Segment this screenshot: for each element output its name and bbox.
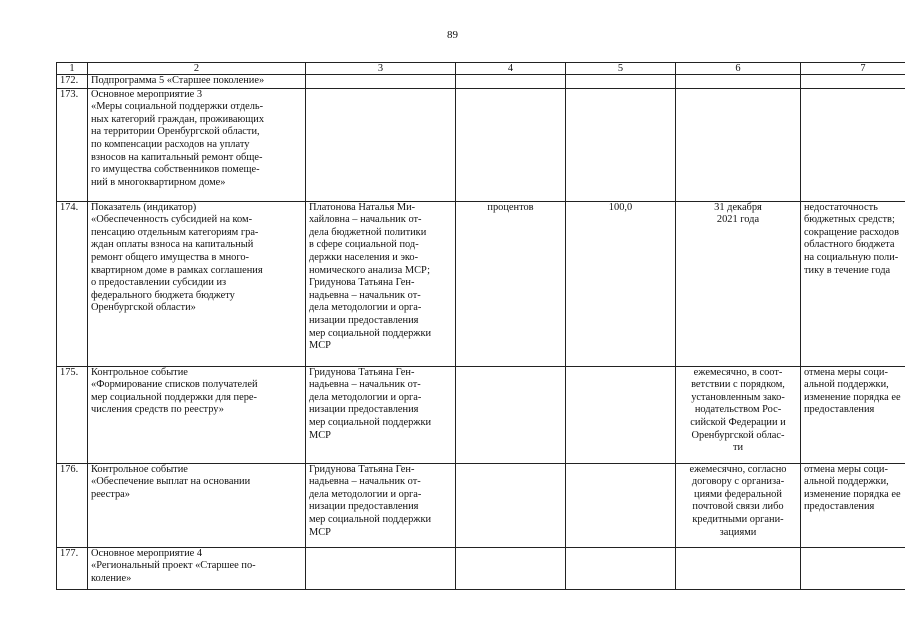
activity-cell-line: пенсацию отдельным категориям гра- (91, 226, 259, 238)
activity-cell-line: Оренбургской области» (91, 302, 196, 314)
responsible-cell-line: надьевна – начальник от- (309, 289, 421, 301)
risk-cell-line: сокращение расходов (804, 226, 899, 238)
activity-cell-line: «Формирование списков получателей (91, 379, 258, 391)
table-row (57, 463, 905, 547)
responsible-cell-line: надьевна – начальник от- (309, 476, 421, 488)
page-number: 89 (447, 29, 458, 41)
activity-cell-line: числения средств по реестру» (91, 404, 224, 416)
deadline-cell (676, 463, 801, 547)
responsible-cell-line: низации предоставления (309, 404, 419, 416)
activity-cell (88, 88, 306, 201)
activity-cell-line: Контрольное событие (91, 463, 188, 475)
activity-cell-line: Основное мероприятие 3 (91, 88, 203, 100)
unit-cell (456, 88, 566, 201)
activity-cell-line: «Обеспеченность субсидией на ком- (91, 214, 253, 226)
header-cell: 4 (456, 63, 566, 75)
risk-cell-line: отмена меры соци- (804, 366, 888, 378)
risk-cell-line: бюджетных средств; (804, 214, 895, 226)
activity-cell-line: коление» (91, 572, 132, 584)
activity-cell-line: взносов на капитальный ремонт обще- (91, 151, 263, 163)
activity-cell-line: ний в многоквартирном доме» (91, 176, 226, 188)
responsible-cell-line: мер социальной поддержки (309, 327, 432, 339)
responsible-cell-line: МСР (309, 429, 331, 441)
activity-cell-line: «Региональный проект «Старшее по- (91, 560, 256, 572)
value-cell: 100,0 (566, 201, 676, 366)
deadline-cell-line: ти (732, 442, 744, 454)
activity-cell-line: Показатель (индикатор) (91, 201, 197, 213)
risk-cell-line: изменение порядка ее (804, 391, 901, 403)
responsible-cell-line: хайловна – начальник от- (309, 214, 422, 226)
deadline-cell-line: ежемесячно, согласно (689, 463, 787, 475)
activity-cell-line: ждан оплаты взноса на капитальный (91, 239, 254, 251)
activity-cell-line: на территории Оренбургской области, (91, 126, 260, 138)
deadline-cell (676, 75, 801, 89)
activity-cell-line: федерального бюджета бюджету (91, 289, 235, 301)
activity-cell-line: ремонт общего имущества в много- (91, 251, 249, 263)
header-cell: 3 (306, 63, 456, 75)
activity-cell-line: го имущества собственников помеще- (91, 164, 260, 176)
risk-cell-line: тику в течение года (804, 264, 891, 276)
activity-cell (88, 366, 306, 463)
responsible-cell (306, 201, 456, 366)
value-cell (566, 463, 676, 547)
risk-cell (801, 366, 905, 463)
value-cell (566, 366, 676, 463)
activity-cell-line: «Обеспечение выплат на основании (91, 476, 251, 488)
deadline-cell-line: 31 декабря (714, 201, 762, 213)
risk-cell-line: альной поддержки, (804, 476, 889, 488)
deadline-cell-line: ветствии с порядком, (691, 379, 785, 391)
risk-cell-line: отмена меры соци- (804, 463, 888, 475)
table-header-row (57, 63, 905, 75)
row-number: 172. (57, 75, 88, 89)
value-cell (566, 547, 676, 589)
header-cell: 7 (801, 63, 905, 75)
risk-cell (801, 201, 905, 366)
activity-cell-line: «Меры социальной поддержки отдель- (91, 101, 264, 113)
risk-cell-line: альной поддержки, (804, 379, 889, 391)
activity-cell (88, 201, 306, 366)
risk-cell-line: недостаточность (804, 201, 878, 213)
responsible-cell-line: мер социальной поддержки (309, 416, 432, 428)
responsible-cell-line: надьевна – начальник от- (309, 379, 421, 391)
risk-cell-line: предоставления (804, 404, 875, 416)
deadline-cell (676, 366, 801, 463)
responsible-cell-line: мер социальной поддержки (309, 513, 432, 525)
unit-cell (456, 547, 566, 589)
responsible-cell-line: дела методологии и орга- (309, 488, 422, 500)
unit-cell (456, 75, 566, 89)
deadline-cell-line: установленным зако- (691, 391, 785, 403)
deadline-cell-line: нодательством Рос- (694, 404, 782, 416)
activity-cell-line: Контрольное событие (91, 366, 188, 378)
risk-cell-line: на социальную поли- (804, 251, 899, 263)
responsible-cell-line: Платонова Наталья Ми- (309, 201, 416, 213)
responsible-cell (306, 463, 456, 547)
activity-cell-line: о предоставлении субсидии из (91, 277, 227, 289)
risk-cell (801, 75, 905, 89)
responsible-cell-line: низации предоставления (309, 501, 419, 513)
responsible-cell-line: номического анализа МСР; (309, 264, 431, 276)
unit-cell (456, 463, 566, 547)
risk-cell-line: изменение порядка ее (804, 488, 901, 500)
responsible-cell-line: дела методологии и орга- (309, 391, 422, 403)
value-cell (566, 88, 676, 201)
activity-cell-line: реестра» (91, 488, 130, 500)
deadline-cell-line: 2021 года (716, 214, 760, 226)
responsible-cell (306, 75, 456, 89)
header-cell: 5 (566, 63, 676, 75)
table-row (57, 547, 905, 589)
responsible-cell-line: низации предоставления (309, 314, 419, 326)
table-row (57, 201, 905, 366)
activity-cell-line: Основное мероприятие 4 (91, 547, 203, 559)
responsible-cell-line: МСР (309, 340, 331, 352)
risk-cell (801, 88, 905, 201)
deadline-cell (676, 547, 801, 589)
deadline-cell-line: циями федеральной (694, 488, 782, 500)
responsible-cell-line: Гридунова Татьяна Ген- (309, 277, 415, 289)
deadline-cell-line: Оренбургской облас- (691, 429, 785, 441)
responsible-cell-line: держки населения и эко- (309, 251, 419, 263)
header-cell: 6 (676, 63, 801, 75)
row-number: 176. (57, 463, 88, 547)
activity-cell-line: мер социальной поддержки для пере- (91, 391, 257, 403)
row-number: 177. (57, 547, 88, 589)
deadline-cell-line: кредитными органи- (692, 513, 784, 525)
responsible-cell-line: Гридунова Татьяна Ген- (309, 463, 415, 475)
responsible-cell (306, 547, 456, 589)
risk-cell (801, 547, 905, 589)
activity-cell-line: Подпрограмма 5 «Старшее поколение» (91, 75, 265, 86)
deadline-cell (676, 201, 801, 366)
deadline-cell-line: договору с организа- (691, 476, 785, 488)
responsible-cell-line: дела методологии и орга- (309, 302, 422, 314)
header-cell: 2 (88, 63, 306, 75)
responsible-cell (306, 88, 456, 201)
responsible-cell-line: дела бюджетной политики (309, 226, 427, 238)
activity-cell (88, 463, 306, 547)
plan-table (56, 62, 905, 590)
activity-cell (88, 75, 306, 89)
risk-cell (801, 463, 905, 547)
table-row (57, 88, 905, 201)
deadline-cell-line: почтовой связи либо (692, 501, 784, 513)
row-number: 173. (57, 88, 88, 201)
header-cell: 1 (57, 63, 88, 75)
row-number: 174. (57, 201, 88, 366)
deadline-cell-line: зациями (719, 526, 757, 538)
responsible-cell (306, 366, 456, 463)
responsible-cell-line: в сфере социальной под- (309, 239, 419, 251)
responsible-cell-line: МСР (309, 526, 331, 538)
risk-cell-line: областного бюджета (804, 239, 895, 251)
unit-cell (456, 366, 566, 463)
activity-cell-line: квартирном доме в рамках соглашения (91, 264, 263, 276)
unit-cell: процентов (456, 201, 566, 366)
value-cell (566, 75, 676, 89)
deadline-cell (676, 88, 801, 201)
responsible-cell-line: Гридунова Татьяна Ген- (309, 366, 415, 378)
table-row (57, 75, 905, 89)
deadline-cell-line: сийской Федерации и (690, 416, 786, 428)
row-number: 175. (57, 366, 88, 463)
activity-cell (88, 547, 306, 589)
activity-cell-line: по компенсации расходов на уплату (91, 138, 250, 150)
table-row (57, 366, 905, 463)
activity-cell-line: ных категорий граждан, проживающих (91, 113, 265, 125)
risk-cell-line: предоставления (804, 501, 875, 513)
deadline-cell-line: ежемесячно, в соот- (693, 366, 783, 378)
